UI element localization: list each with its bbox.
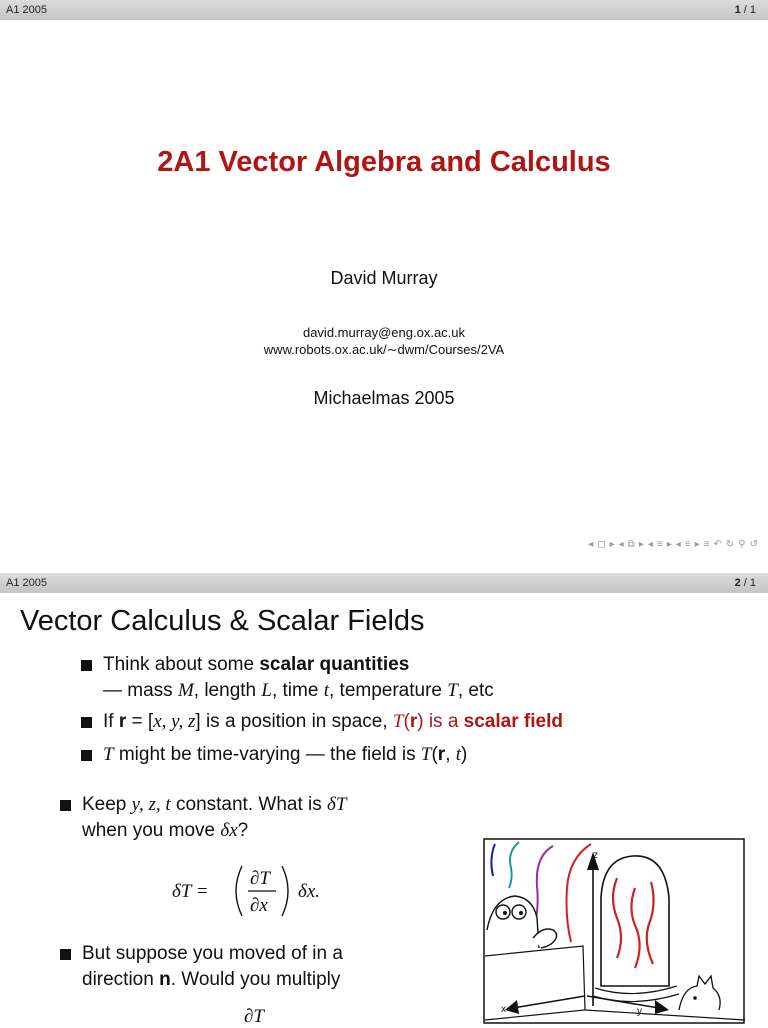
nav-next-document-icon[interactable]: ▸ xyxy=(694,539,700,550)
nav-forward-icon[interactable]: ↻ xyxy=(725,539,735,550)
equation-numerator: ∂T xyxy=(250,868,270,889)
y-axis-label: y xyxy=(637,1006,642,1017)
slide-1-header xyxy=(0,0,768,20)
pupil-left xyxy=(503,911,507,915)
cut-off-partial: ∂T xyxy=(244,1006,264,1027)
scalar-field-cartoon xyxy=(483,838,745,1024)
presentation-title: 2A1 Vector Algebra and Calculus xyxy=(157,146,611,178)
equation-denominator: ∂x xyxy=(250,895,268,916)
bullet-square-icon xyxy=(60,949,71,960)
left-paren-icon xyxy=(236,866,242,916)
right-paren-icon xyxy=(282,866,288,916)
nav-next-section-icon[interactable]: ▸ xyxy=(666,539,672,550)
slide-2-header xyxy=(0,573,768,593)
nav-prev-section-icon[interactable]: ◂ xyxy=(647,539,653,550)
frame-title: Vector Calculus & Scalar Fields xyxy=(20,605,425,637)
person-eye-right xyxy=(512,905,526,919)
person-eye-left xyxy=(496,905,510,919)
nav-next-subsection-icon[interactable]: ▸ xyxy=(638,539,644,550)
nav-document-icon[interactable]: ≡ xyxy=(684,539,691,550)
term-date: Michaelmas 2005 xyxy=(313,388,455,408)
page-counter: 2 / 1 xyxy=(734,577,756,589)
bullet-direction-n: But suppose you moved of in a direction n. Would you multiply xyxy=(82,941,343,993)
nav-prev-subsection-icon[interactable]: ◂ xyxy=(618,539,624,550)
course-url: www.robots.ox.ac.uk/∼dwm/Courses/2VA xyxy=(263,342,505,357)
bullet-square-icon xyxy=(81,660,92,671)
bullet-keep-constant: Keep y, z, t constant. What is δT when you move δx? xyxy=(82,792,346,844)
partial-derivative-equation xyxy=(172,860,342,928)
nav-appendix-icon[interactable]: ≡ xyxy=(703,539,710,550)
x-axis-label: x xyxy=(501,1004,506,1015)
nav-prev-frame-icon[interactable]: ◂ xyxy=(588,539,594,550)
bullet-square-icon xyxy=(81,750,92,761)
bullet-square-icon xyxy=(81,717,92,728)
equation-rhs: δx. xyxy=(298,881,321,902)
nav-return-icon[interactable]: ↺ xyxy=(749,539,758,550)
z-axis-label: z xyxy=(593,850,598,861)
header-course-label: A1 2005 xyxy=(6,4,47,16)
bullet-scalar-quantities: Think about some scalar quantities — mass M, length L, time t, temperature T, etc xyxy=(103,652,494,704)
nav-prev-document-icon[interactable]: ◂ xyxy=(675,539,681,550)
nav-section-icon[interactable]: ≡ xyxy=(656,539,663,550)
bullet-scalar-field: If r = [x, y, z] is a position in space, T(r) is a scalar field xyxy=(103,709,563,735)
nav-back-icon[interactable]: ↶ xyxy=(713,539,722,550)
nav-frame-icon[interactable]: ◻ xyxy=(597,539,606,550)
pupil-right xyxy=(519,911,523,915)
bullet-square-icon xyxy=(60,800,71,811)
equation-graphic xyxy=(172,860,342,922)
nav-subsection-icon[interactable]: ⧉ xyxy=(627,539,635,550)
page-counter: 1 / 1 xyxy=(734,4,756,16)
header-course-label: A1 2005 xyxy=(6,577,47,589)
author-email: david.murray@eng.ox.ac.uk xyxy=(302,325,466,340)
beamer-navigation-bar[interactable] xyxy=(586,538,760,552)
bullet-time-varying: T might be time-varying — the field is T(r, t) xyxy=(103,742,467,768)
slide-separator xyxy=(0,558,768,573)
contact-block xyxy=(0,324,768,358)
nav-search-icon[interactable]: ⚲ xyxy=(738,539,746,550)
author-name: David Murray xyxy=(330,268,438,288)
equation-lhs: δT = xyxy=(172,881,209,902)
cat-eye xyxy=(693,996,697,1000)
nav-next-frame-icon[interactable]: ▸ xyxy=(609,539,615,550)
